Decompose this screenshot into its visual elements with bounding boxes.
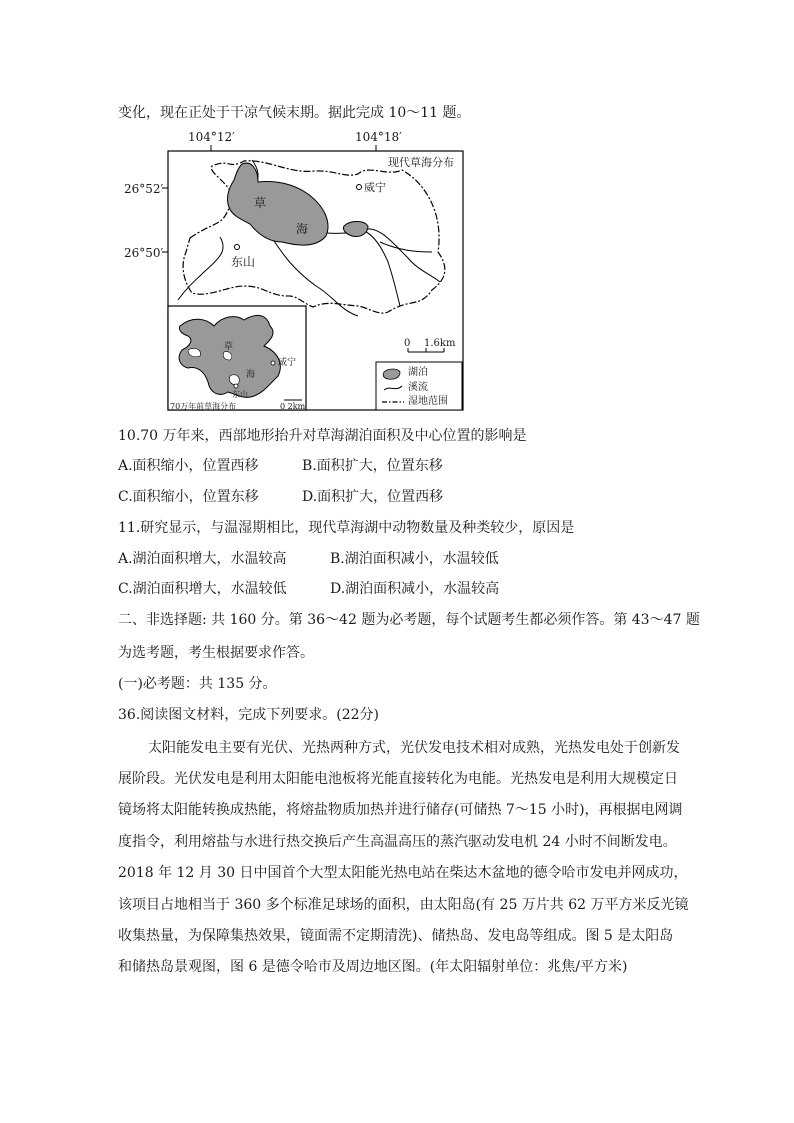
scale-dist-label: 1.6km xyxy=(424,338,456,349)
scale-zero-label: 0 xyxy=(404,338,411,349)
q10-option-a[interactable]: A.面积缩小，位置西移 xyxy=(118,458,259,474)
legend-lake-swatch xyxy=(383,369,400,379)
q11-option-c[interactable]: C.湖泊面积增大，水温较低 xyxy=(118,581,287,597)
inset-weining-label: 威宁 xyxy=(278,358,297,368)
inset-lake-char-cao: 草 xyxy=(224,342,234,352)
inset-title: 70万年前草海分布 xyxy=(170,402,237,411)
legend-lake-label: 湖泊 xyxy=(408,367,428,378)
map-title: 现代草海分布 xyxy=(388,156,454,169)
q36-paragraph-line-8: 和储热岛景观图，图 6 是德令哈市及周边地区图。(年太阳辐射单位：兆焦/平方米) xyxy=(118,959,628,975)
q36-paragraph-line-1: 太阳能发电主要有光伏、光热两种方式，光伏发电技术相对成熟，光热发电处于创新发 xyxy=(148,740,680,756)
lake-char-cao: 草 xyxy=(254,196,267,210)
q10-option-c[interactable]: C.面积缩小，位置东移 xyxy=(118,489,259,505)
q10-option-d[interactable]: D.面积扩大，位置西移 xyxy=(302,489,444,505)
q36-paragraph-line-2: 展阶段。光伏发电是利用太阳能电池板将光能直接转化为电能。光热发电是利用大规模定日 xyxy=(118,771,678,787)
dongshan-label: 东山 xyxy=(231,255,256,269)
lat-top-label: 26°52′ xyxy=(124,182,164,196)
q10-option-b[interactable]: B.面积扩大，位置东移 xyxy=(302,458,443,474)
lon-right-label: 104°18′ xyxy=(355,130,402,144)
inset-dongshan-label: 东山 xyxy=(232,390,248,399)
inset-scale-label: 0 2km xyxy=(280,402,306,411)
q36-paragraph-line-6: 该项目占地相当于 360 多个标准足球场的面积，由太阳岛(有 25 万片共 62 万平方米反光镜 xyxy=(118,897,689,913)
section2-line2: 为选考题，考生根据要求作答。 xyxy=(118,645,314,661)
q36-paragraph-line-5: 2018 年 12 月 30 日中国首个大型太阳能光热电站在柴达木盆地的德令哈市发电并网成功， xyxy=(118,865,688,881)
q11-stem: 11.研究显示，与温湿期相比，现代草海湖中动物数量及种类较少，原因是 xyxy=(118,520,575,536)
stream-east-3 xyxy=(380,242,432,252)
stream-west xyxy=(178,237,223,300)
weining-label: 威宁 xyxy=(364,181,386,194)
weining-marker xyxy=(357,185,362,190)
q36-paragraph-line-3: 镜场将太阳能转换成热能，将熔盐物质加热并进行储存(可储热 7～15 小时)，再根据电网调 xyxy=(118,802,683,818)
lon-left-label: 104°12′ xyxy=(188,130,235,144)
intro-line: 变化，现在正处于干凉气候末期。据此完成 10～11 题。 xyxy=(118,105,471,121)
legend-wetland-label: 湿地范围 xyxy=(408,396,448,407)
lake-char-hai: 海 xyxy=(296,222,309,236)
stream-east-2 xyxy=(362,229,440,282)
lat-bottom-label: 26°50′ xyxy=(124,246,164,260)
q36-paragraph-line-7: 收集热量，为保障集热效果，镜面需不定期清洗)、储热岛、发电岛等组成。图 5 是太阳岛 xyxy=(118,928,674,944)
q36-paragraph-line-4: 度指令，利用熔盐与水进行热交换后产生高温高压的蒸汽驱动发电机 24 小时不间断发电。 xyxy=(118,834,677,850)
section2-line1: 二、非选择题: 共 160 分。第 36～42 题为必考题，每个试题考生都必须作答。第 43～47 题 xyxy=(118,612,700,628)
inset-weining-marker xyxy=(271,361,275,365)
section2-required: (一)必考题：共 135 分。 xyxy=(118,676,277,692)
small-lake xyxy=(343,222,368,237)
main-lake xyxy=(227,163,328,245)
q11-option-a[interactable]: A.湖泊面积增大，水温较高 xyxy=(118,551,287,567)
inset-lake-char-hai: 海 xyxy=(246,370,256,380)
q11-option-d[interactable]: D.湖泊面积减小，水温较高 xyxy=(330,581,500,597)
dongshan-marker xyxy=(235,245,240,250)
q11-option-b[interactable]: B.湖泊面积减小，水温较低 xyxy=(330,551,499,567)
q36-stem: 36.阅读图文材料，完成下列要求。(22分) xyxy=(118,707,380,723)
legend-stream-label: 溪流 xyxy=(408,382,428,393)
q10-stem: 10.70 万年来，西部地形抬升对草海湖泊面积及中心位置的影响是 xyxy=(118,428,527,444)
stream-east-1 xyxy=(314,230,400,306)
caohai-map-figure xyxy=(118,130,478,420)
